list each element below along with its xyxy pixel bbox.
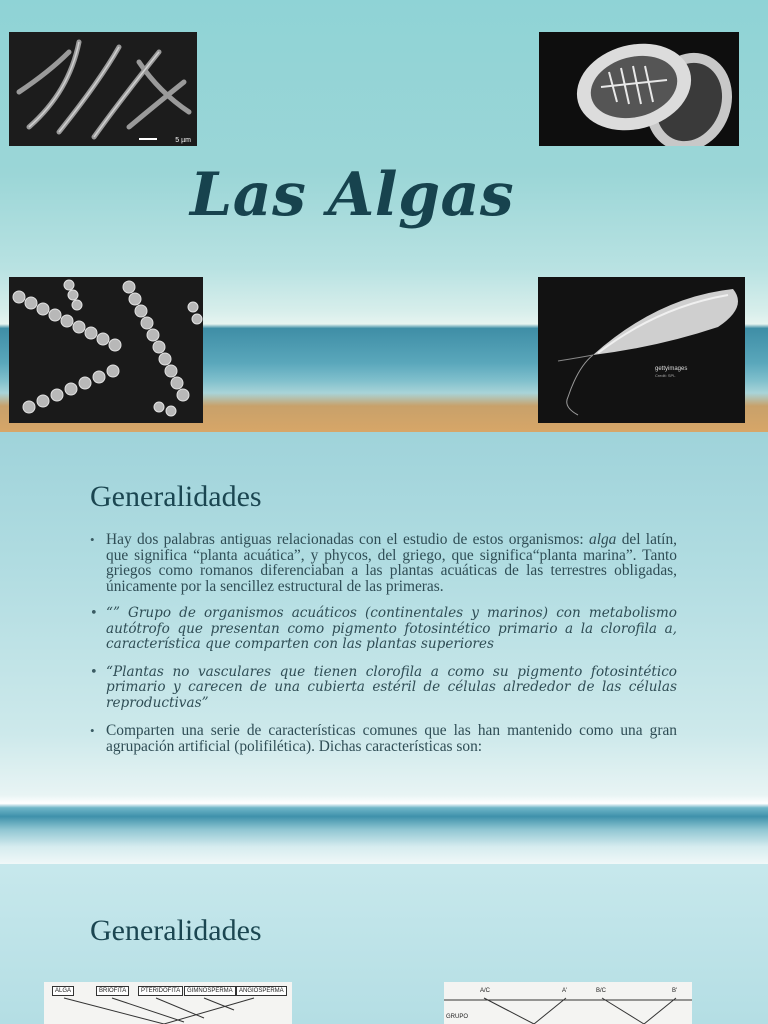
slide-heading: Generalidades — [90, 914, 262, 947]
bullet-item-1 — [90, 532, 677, 594]
micrograph-flagellate-cell — [538, 277, 745, 423]
watermark-credit: Credit: SPL — [655, 373, 676, 378]
title-slide — [0, 0, 768, 432]
bullet-item-4: • Comparten una serie de características comunes que las han mantenido como una gran agrupación artificial (polifilética). Dichas características son: — [90, 723, 677, 754]
cladogram-plant-groups — [44, 982, 292, 1024]
diagram-label: A' — [562, 988, 568, 994]
bullet-item-2: • “” Grupo de organismos acuáticos (continentales y marinos) con metabolismo autótrofo que presentan como pigmento fotosintético primario a la clorofila a, característica que comparten con las plantas superiores — [90, 606, 677, 653]
diagram-label: GIMNOSPERMA — [184, 986, 236, 996]
bullet-list — [90, 532, 677, 766]
generalidades-slide — [0, 432, 768, 864]
micrograph-filamentous-chains-art — [9, 277, 203, 423]
cladogram-groups — [444, 982, 692, 1024]
diagram-label: BRIÓFITA — [96, 986, 129, 996]
diagram-label: ALGA — [52, 986, 74, 996]
diagram-label: B' — [672, 988, 678, 994]
micrograph-flagellate-cell-art — [538, 277, 745, 423]
cladogram-lines — [44, 982, 292, 1024]
scale-bar-label: 5 µm — [175, 137, 191, 144]
diagram-label: PTERIDÓFITA — [138, 986, 183, 996]
diagram-side-label: GRUPO — [446, 1014, 469, 1020]
bullet-1-text-end: del latín, que significa “planta acuática”, y phycos, del griego, que significa“planta marina”. Tanto griegos como romanos diferenciaban a las plantas acuáticas de las terrestres obligadas, únicamente por la sencillez estructural de las primeras. — [106, 531, 678, 595]
micrograph-diatoms-needles — [9, 32, 197, 146]
micrograph-filamentous-chains — [9, 277, 203, 423]
slide-title: Las Algas — [190, 160, 515, 230]
diagram-label: ANGIOSPERMA — [236, 986, 287, 996]
generalidades-slide-2 — [0, 864, 768, 1024]
diagram-label: B/C — [596, 988, 607, 994]
slide-heading: Generalidades — [90, 480, 262, 513]
bullet-item-3: • “Plantas no vasculares que tienen clorofila a como su pigmento fotosintético primario y carecen de una cubierta estéril de células alrededor de las células reproductivas” — [90, 665, 677, 712]
micrograph-diatoms-needles-art — [9, 32, 197, 146]
watermark-text: gettyimages — [655, 366, 688, 372]
diagram-label: A/C — [480, 988, 491, 994]
micrograph-diatom-frustule — [539, 32, 739, 146]
bullet-1-text-start: Hay dos palabras antiguas relacionadas con el estudio de estos organismos: — [106, 531, 589, 548]
micrograph-diatom-frustule-art — [539, 32, 739, 146]
bullet-1-emphasis: alga — [589, 531, 617, 548]
